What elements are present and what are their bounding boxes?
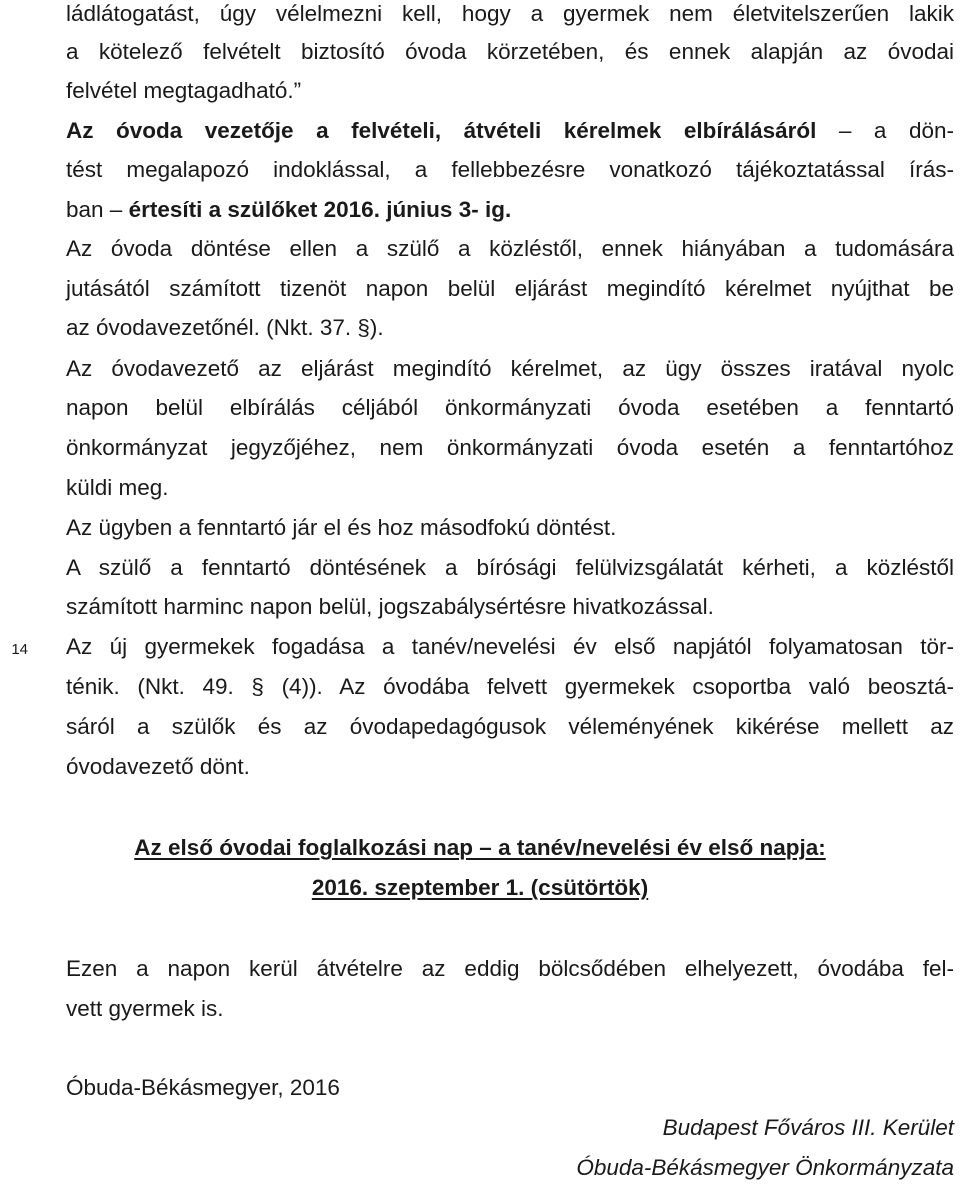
signature-line-1: Budapest Főváros III. Kerület	[662, 1115, 954, 1140]
body-line: önkormányzat jegyzőjéhez, nem önkormányzati óvoda esetén a fenntartóhoz	[66, 435, 954, 460]
body-line: számított harminc napon belül, jogszabálysértésre hivatkozással.	[66, 594, 714, 619]
page-number: 14	[11, 641, 28, 658]
body-line: sáról a szülők és az óvodapedagógusok véleményének kikérése mellett az	[66, 714, 954, 739]
body-line: Az ügyben a fenntartó jár el és hoz másodfokú döntést.	[66, 515, 617, 540]
body-line: vett gyermek is.	[66, 996, 224, 1021]
body-line: jutásától számított tizenöt napon belül eljárást megindító kérelmet nyújthat be	[66, 276, 954, 301]
body-line: tést megalapozó indoklással, a fellebbezésre vonatkozó tájékoztatással írás-	[66, 157, 954, 182]
body-line: felvétel megtagadható.”	[66, 78, 302, 103]
body-line: ténik. (Nkt. 49. § (4)). Az óvodába felvett gyermekek csoportba való beosztá-	[66, 674, 954, 699]
signature-line-2: Óbuda-Békásmegyer Önkormányzata	[576, 1155, 954, 1180]
body-line	[66, 196, 511, 224]
text-phrase: – a dön-	[816, 118, 954, 143]
first-day-notice: Az első óvodai foglalkozási nap – a tanév/nevelési év első napja:	[134, 835, 826, 860]
bold-phrase: Az óvoda vezetője a felvételi, átvételi kérelmek elbírálásáról	[66, 118, 817, 143]
body-line: Az óvodavezető az eljárást megindító kérelmet, az ügy összes iratával nyolc	[66, 356, 954, 381]
body-line: Ezen a napon kerül átvételre az eddig bölcsődében elhelyezett, óvodába fel-	[66, 956, 954, 981]
body-line: a kötelező felvételt biztosító óvoda körzetében, és ennek alapján az óvodai	[66, 39, 954, 64]
body-line: küldi meg.	[66, 475, 169, 500]
place-date: Óbuda-Békásmegyer, 2016	[66, 1075, 340, 1100]
body-line: óvodavezető dönt.	[66, 754, 250, 779]
body-line: napon belül elbírálás céljából önkormányzati óvoda esetében a fenntartó	[66, 395, 954, 420]
body-line: az óvodavezetőnél. (Nkt. 37. §).	[66, 315, 384, 340]
body-line: Az új gyermekek fogadása a tanév/nevelési év első napjától folyamatosan tör-	[66, 634, 954, 659]
body-line	[66, 117, 954, 145]
body-line: Az óvoda döntése ellen a szülő a közléstől, ennek hiányában a tudomására	[66, 236, 954, 261]
text-phrase: ban –	[66, 197, 129, 222]
bold-phrase: értesíti a szülőket 2016. június 3- ig.	[128, 197, 512, 222]
body-line: A szülő a fenntartó döntésének a bírósági felülvizsgálatát kérheti, a közléstől	[66, 555, 954, 580]
first-day-date: 2016. szeptember 1. (csütörtök)	[311, 875, 649, 900]
body-line: ládlátogatást, úgy vélelmezni kell, hogy a gyermek nem életvitelszerűen lakik	[66, 1, 954, 26]
